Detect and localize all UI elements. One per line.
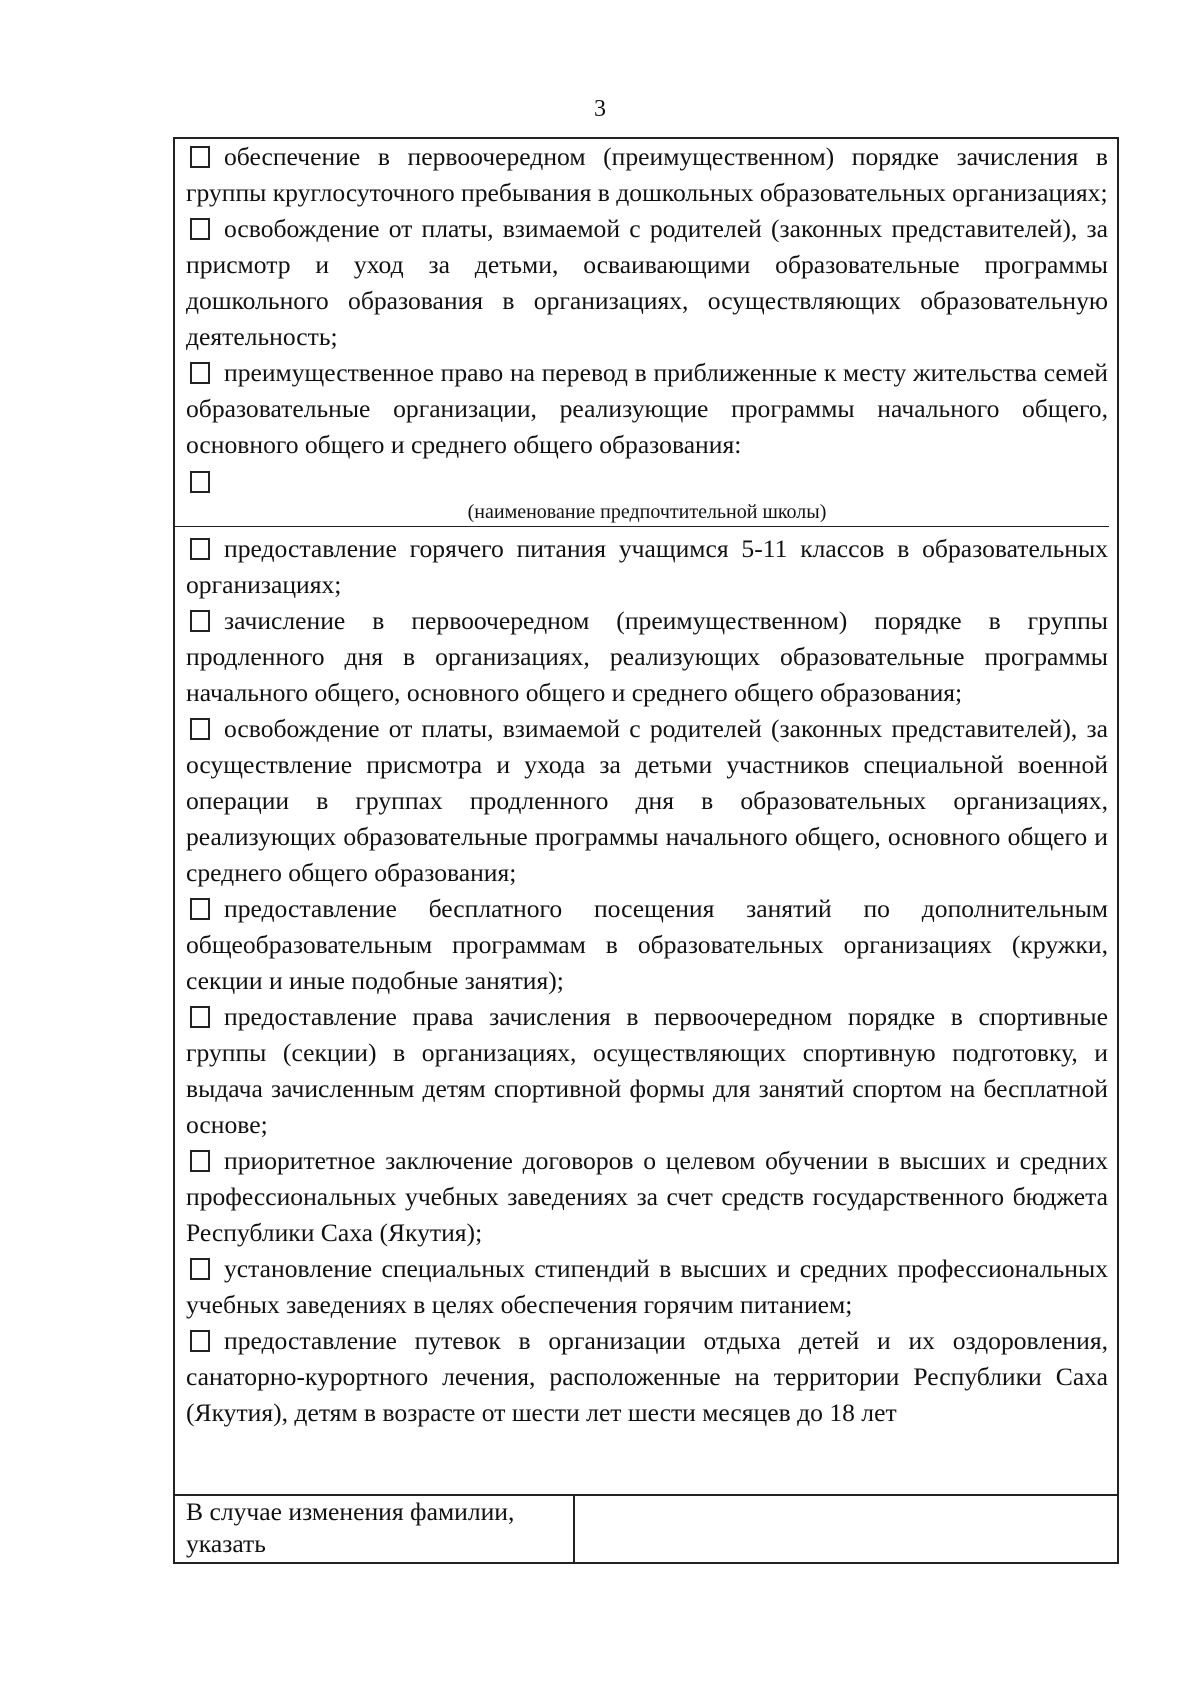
checkbox[interactable] [190, 1150, 210, 1172]
surname-change-row [175, 1494, 1117, 1562]
checkbox[interactable] [190, 718, 210, 740]
surname-change-label: В случае изменения фамилии, указать [175, 1496, 575, 1562]
surname-change-field[interactable] [575, 1496, 1117, 1562]
checkbox[interactable] [190, 1330, 210, 1352]
benefit-item: предоставление горячего питания учащимся 5-11 классов в образовательных организациях; [186, 534, 1108, 599]
checkbox[interactable] [190, 610, 210, 632]
school-field[interactable] [186, 463, 1108, 497]
checkbox[interactable] [190, 146, 210, 168]
benefit-item: освобождение от платы, взимаемой с родителей (законных представителей), за осуществление присмотра и ухода за детьми участников специальной военной операции в группах продленного дня в образовательных организациях, реализующих образовательные программы начального общего, основного общего и среднего общего образования; [186, 714, 1108, 887]
benefit-item: приоритетное заключение договоров о целевом обучении в высших и средних профессиональных учебных заведениях за счет средств государственного бюджета Республики Саха (Якутия); [186, 1146, 1108, 1247]
checkbox[interactable] [190, 471, 210, 493]
checkbox[interactable] [190, 1006, 210, 1028]
school-name-line [173, 526, 1109, 527]
checkbox[interactable] [190, 898, 210, 920]
benefit-item: предоставление права зачисления в первоочередном порядке в спортивные группы (секции) в организациях, осуществляющих спортивную подготовку, и выдача зачисленным детям спортивной формы для занятий спортом на бесплатной основе; [186, 1002, 1108, 1139]
benefits-list [186, 139, 1108, 1431]
checkbox[interactable] [190, 362, 210, 384]
checkbox[interactable] [190, 1258, 210, 1280]
benefit-item: установление специальных стипендий в высших и средних профессиональных учебных заведениях в целях обеспечения горячим питанием; [186, 1254, 1108, 1319]
benefit-item: преимущественное право на перевод в приближенные к месту жительства семей образовательные организации, реализующие программы начального общего, основного общего и среднего общего образования: [186, 358, 1108, 459]
page-number: 3 [594, 96, 606, 122]
school-caption: (наименование предпочтительной школы) [467, 501, 827, 523]
benefit-item: освобождение от платы, взимаемой с родителей (законных представителей), за присмотр и уход за детьми, осваивающими образовательные программы дошкольного образования в организациях, осуществляющих образовательную деятельность; [186, 214, 1108, 351]
benefit-item: зачисление в первоочередном (преимущественном) порядке в группы продленного дня в организациях, реализующих образовательные программы начального общего, основного общего и среднего общего образования; [186, 606, 1108, 707]
benefits-table [173, 137, 1119, 1564]
checkbox[interactable] [190, 538, 210, 560]
benefit-item: обеспечение в первоочередном (преимущественном) порядке зачисления в группы круглосуточного пребывания в дошкольных образовательных организациях; [186, 142, 1108, 207]
benefit-item: предоставление бесплатного посещения занятий по дополнительным общеобразовательным программам в образовательных организациях (кружки, секции и иные подобные занятия); [186, 894, 1108, 995]
checkbox[interactable] [190, 218, 210, 240]
benefit-item: предоставление путевок в организации отдыха детей и их оздоровления, санаторно-курортного лечения, расположенные на территории Республики Саха (Якутия), детям в возрасте от шести лет шести месяцев до 18 лет [186, 1326, 1108, 1427]
